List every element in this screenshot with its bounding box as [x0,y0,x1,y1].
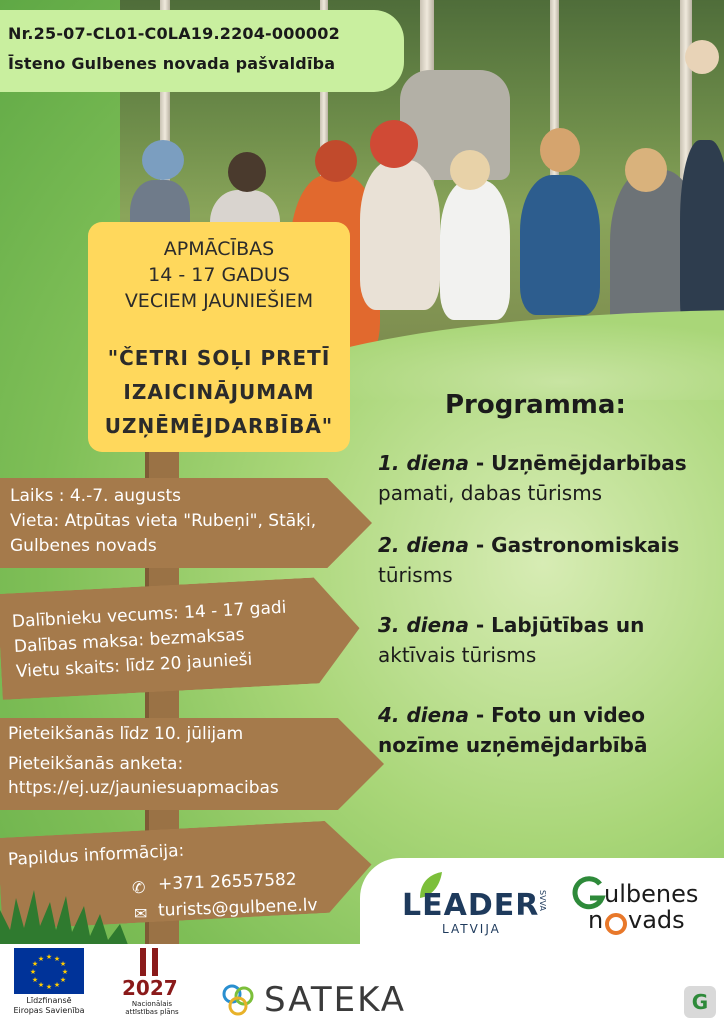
project-code: Nr.25-07-CL01-C0LA19.2204-000002 [8,24,340,43]
title-line-3: VECIEM JAUNIEŠIEM [124,290,314,312]
place-text-2: Gulbenes novads [10,536,157,556]
day-1-text-2: pamati, dabas tūrisms [378,481,603,505]
g-corner-badge: G [684,986,716,1018]
funding-logo-bar [0,944,724,1024]
day-2-text-2: tūrisms [378,563,453,587]
nap-line-1: Nacionālais [131,1000,173,1008]
gulbenes-text-2: vads [628,906,685,934]
svg-text:★: ★ [37,981,45,989]
headline-line-1: "ČETRI SOĻI PRETĪ [107,346,331,370]
mail-icon: ✉ [134,904,148,923]
eu-flag-icon [14,948,84,994]
gulbenes-n: n [588,906,604,934]
sateka-swirl-icon [218,980,258,1020]
headline-line-2: IZAICINĀJUMAM [123,380,315,404]
svg-text:★: ★ [59,976,67,984]
day-1-text-1: - Uzņēmējdarbības [468,451,687,475]
grass-decoration [0,880,140,950]
svg-text:★: ★ [61,968,69,976]
day-1-label: 1. diena [378,451,469,475]
fee-text: Dalības maksa: bezmaksas [13,624,245,657]
age-text: Dalībnieku vecums: 14 - 17 gadi [11,597,287,632]
partner-logo-panel [360,858,724,944]
day-4-text-1: - Foto un video [468,703,645,727]
leader-latvija: LATVIJA [442,922,501,936]
nap-year: 2027 [122,976,178,1000]
deadline-text: Pieteikšanās līdz 10. jūlijam [8,724,244,744]
day-4-label: 4. diena [378,703,469,727]
svg-text:★: ★ [31,960,39,968]
eu-line-1: Līdzfinansē [26,996,72,1005]
phone-link[interactable]: +371 26557582 [157,869,297,895]
day-3 [378,610,644,670]
place-text-1: Vieta: Atpūtas vieta "Rubeņi", Stāķi, [10,511,317,531]
title-line-1: APMĀCĪBAS [163,238,275,260]
implementer: Īsteno Gulbenes novada pašvaldība [8,54,336,73]
leader-svva: SVVA [537,890,547,911]
title-line-2: 14 - 17 GADUS [148,264,290,286]
seats-text: Vietu skaits: līdz 20 jaunieši [15,649,253,682]
headline-line-3: UZŅĒMĒJDARBĪBĀ" [104,414,334,438]
email-link[interactable]: turists@gulbene.lv [157,895,318,921]
gulbenes-text-1: ulbenes [604,880,699,908]
title-box [88,222,350,452]
form-url-link[interactable]: https://ej.uz/jauniesuapmacibas [8,778,279,798]
day-4-text-2: nozīme uzņēmējdarbībā [378,733,648,757]
day-4 [378,700,647,760]
day-2-label: 2. diena [378,533,469,557]
phone-icon: ✆ [132,878,146,897]
svg-text:★: ★ [45,953,53,961]
svg-text:★: ★ [31,976,39,984]
day-3-label: 3. diena [378,613,469,637]
svg-text:★: ★ [53,981,61,989]
svg-text:★: ★ [37,955,45,963]
programme-title: Programma: [445,390,626,420]
leader-logo-text: LEADER [402,888,540,923]
project-code-badge [0,10,404,92]
svg-text:★: ★ [59,960,67,968]
more-info-label: Papildus informācija: [7,840,185,870]
day-3-text-2: aktīvais tūrisms [378,643,537,667]
nap-bar-1 [140,948,146,976]
svg-text:★: ★ [29,968,37,976]
day-2-text-1: - Gastronomiskais [468,533,680,557]
day-1 [378,448,687,508]
sateka-logo-text: SATEKA [264,980,407,1020]
day-3-text-1: - Labjūtības un [468,613,645,637]
form-label: Pieteikšanās anketa: [8,754,184,774]
time-text: Laiks : 4.-7. augusts [10,486,181,506]
svg-text:★: ★ [53,955,61,963]
eu-line-2: Eiropas Savienība [13,1006,85,1015]
nap-line-2: attīstības plāns [125,1008,179,1016]
day-2 [378,530,679,590]
gulbenes-o-icon [604,912,628,936]
svg-text:★: ★ [45,983,53,991]
nap-bar-2 [152,948,158,976]
